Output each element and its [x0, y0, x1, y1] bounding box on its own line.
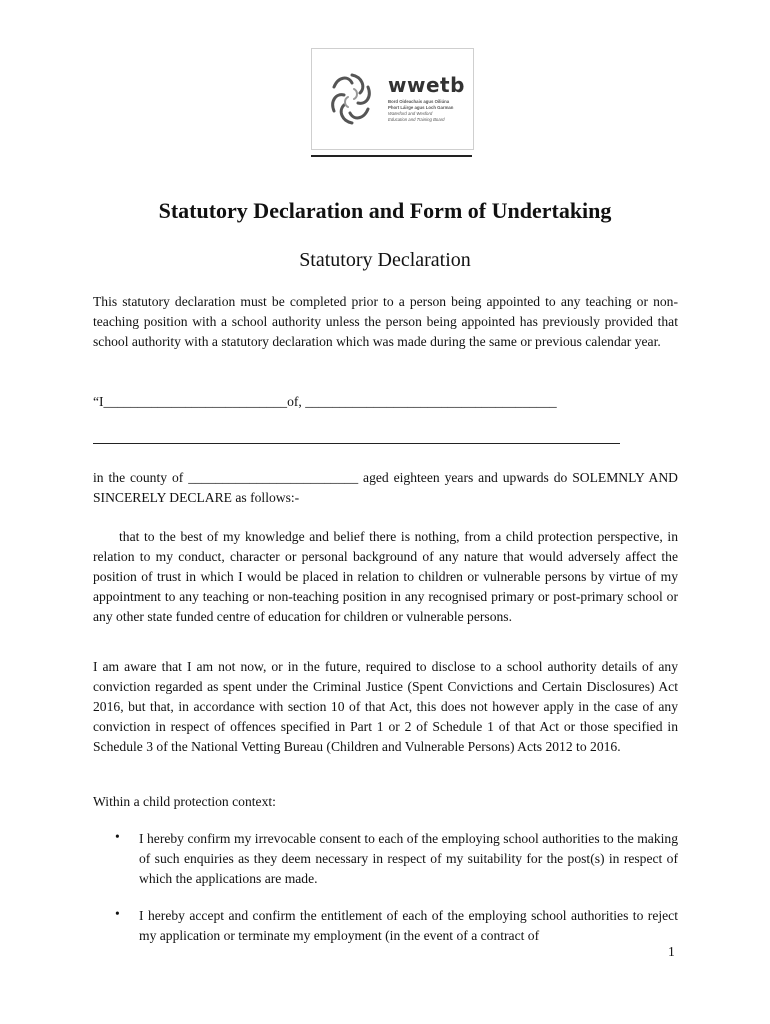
bullet-1-marker: • [115, 829, 120, 844]
county-declare-paragraph: in the county of _________________________ aged eighteen years and upwards do SOLEMNLY AND SINCERELY DECLARE as follows:- [93, 470, 678, 505]
bullet-2-marker: • [115, 906, 120, 921]
intro-paragraph: This statutory declaration must be completed prior to a person being appointed to any teaching or non-teaching position with a school authority unless the person being appointed has previously provided that school authority with a statutory declaration which was made during the same or previous calendar year. [93, 294, 678, 349]
wwetb-logo [311, 48, 474, 150]
logo-wordmark: wwetb [388, 73, 465, 97]
child-protection-heading: Within a child protection context: [93, 794, 276, 809]
declaration-paragraph: that to the best of my knowledge and belief there is nothing, from a child protection perspective, in relation to my conduct, character or personal background of any nature that would adversely affect the position of trust in which I would be placed in relation to children or vulnerable persons by virtue of my appointment to any teaching or non-teaching position in any recognised primary or post-primary school or any other state funded centre of education for children or vulnerable persons. [93, 529, 678, 624]
logo-irish-line-1: Bord Oideachais agus Oiliúna [388, 99, 450, 104]
logo-irish-line-2: Phort Láirge agus Loch Garman [388, 105, 454, 110]
logo-english-line-2: Education and Training Board [388, 117, 445, 122]
spent-convictions-paragraph: I am aware that I am not now, or in the future, required to disclose to a school authority details of any conviction regarded as spent under the Criminal Justice (Spent Convictions and Certain Disclosures) Act 2016, but that, in accordance with section 10 of that Act, this does not however apply in the case of any conviction in respect of offences specified in Part 1 or 2 of Schedule 1 of that Act or those specified in Schedule 3 of the National Vetting Bureau (Children and Vulnerable Persons) Acts 2012 to 2016. [93, 659, 678, 754]
logo-english-line-1: Waterford and Wexford [388, 111, 433, 116]
page-number: 1 [668, 944, 675, 959]
name-address-line: “I___________________________of, _____________________________________ [93, 394, 557, 409]
document-subtitle: Statutory Declaration [299, 249, 471, 271]
swirl-logo-icon [324, 67, 380, 129]
bullet-2-text: I hereby accept and confirm the entitlement of each of the employing school authorities to reject my application or terminate my employment (in the event of a contract of [139, 908, 678, 943]
document-title: Statutory Declaration and Form of Undertaking [158, 198, 612, 223]
bullet-1-text: I hereby confirm my irrevocable consent to each of the employing school authorities to the making of such enquiries as they deem necessary in respect of my suitability for the post(s) in respect of which the applications are made. [139, 831, 678, 886]
logo-underline [311, 155, 472, 157]
address-blank-line [93, 443, 620, 444]
